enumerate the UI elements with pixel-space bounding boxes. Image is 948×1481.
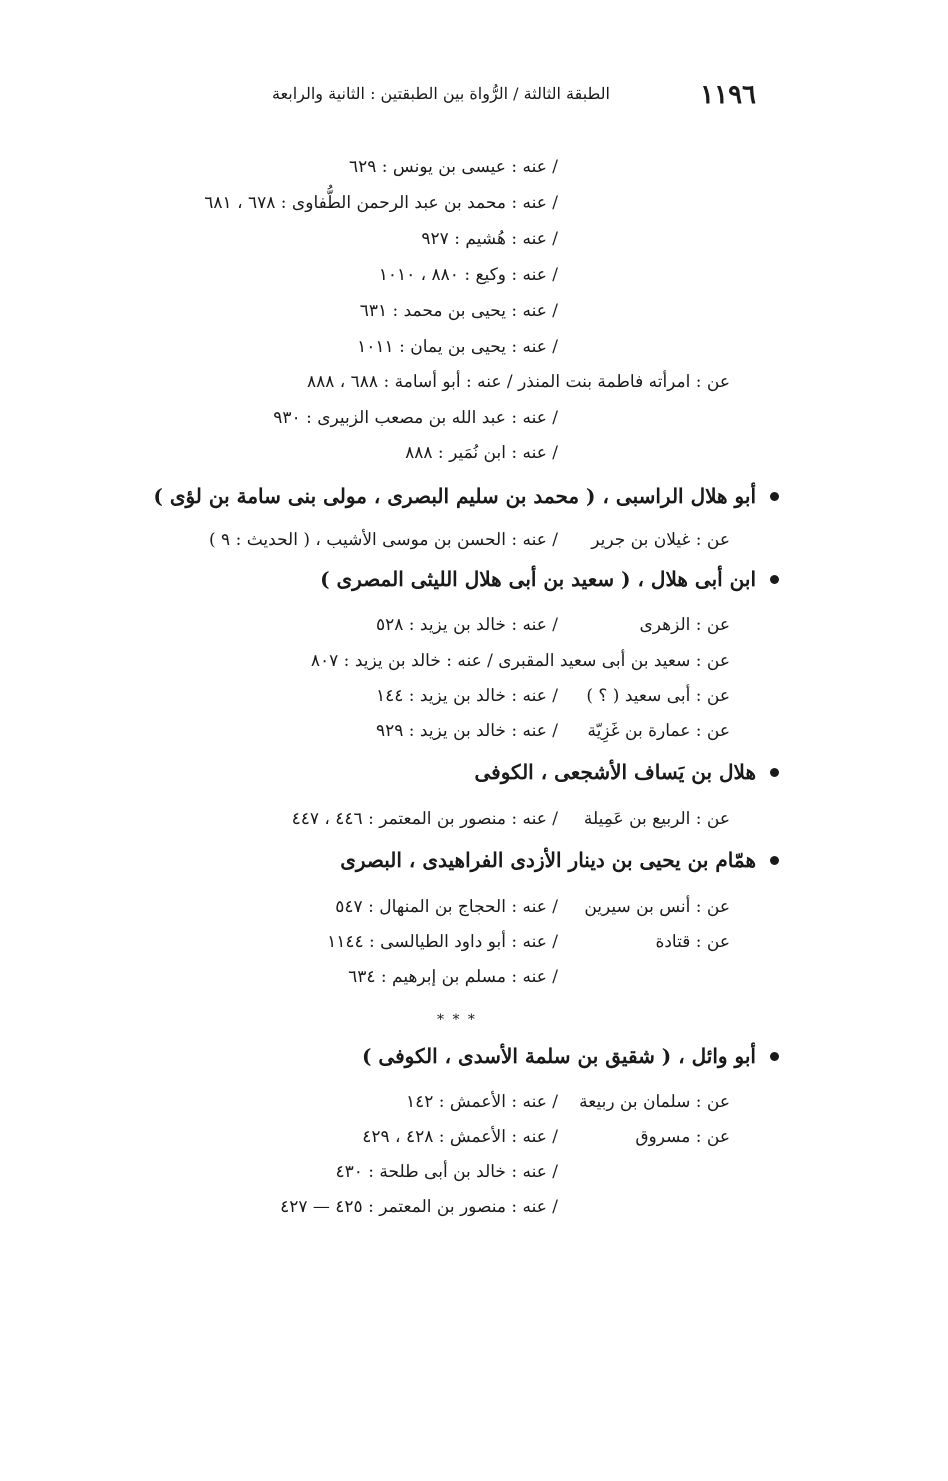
entry-line: / عنه : الأعمش : ٤٢٨ ، ٤٢٩ xyxy=(362,1127,558,1147)
entry-line: / عنه : منصور بن المعتمر : ٤٢٥ — ٤٢٧ xyxy=(280,1197,558,1217)
narrator-heading: هلال بن يَساف الأشجعى ، الكوفى xyxy=(474,760,756,784)
narrator-heading: ابن أبى هلال ، ( سعيد بن أبى هلال الليثى المصرى ) xyxy=(320,567,756,591)
narrator-heading: أبو هلال الراسبى ، ( محمد بن سليم البصرى ، مولى بنى سامة بن لؤى ) xyxy=(153,484,756,508)
bullet-icon xyxy=(770,1052,779,1061)
entry-line: / عنه : الأعمش : ١٤٢ xyxy=(405,1092,558,1112)
entry-line: عن : الربيع بن عَمِيلة xyxy=(583,809,730,829)
entry-line: / عنه : يحيى بن يمان : ١٠١١ xyxy=(357,337,558,357)
entry-line: / عنه : الحجاج بن المنهال : ٥٤٧ xyxy=(335,897,558,917)
entry-line: عن : قتادة xyxy=(655,932,730,952)
entry-line: / عنه : أبو داود الطيالسى : ١١٤٤ xyxy=(327,932,558,952)
entry-line: / عنه : خالد بن يزيد : ٩٢٩ xyxy=(375,721,558,741)
section-separator: * * * xyxy=(437,1012,477,1028)
entry-line: / عنه : محمد بن عبد الرحمن الطُّفاوى : ٦٧٨ ، ٦٨١ xyxy=(204,193,558,213)
bullet-icon xyxy=(770,492,779,501)
entry-line: / عنه : يحيى بن محمد : ٦٣١ xyxy=(359,301,558,321)
entry-line: عن : مسروق xyxy=(635,1127,730,1147)
entry-line: / عنه : وكيع : ٨٨٠ ، ١٠١٠ xyxy=(378,265,558,285)
entry-line: / عنه : خالد بن يزيد : ٥٢٨ xyxy=(375,615,558,635)
entry-line: عن : عمارة بن غَزِيّة xyxy=(587,721,730,741)
entry-line: عن : الزهرى xyxy=(639,615,730,635)
bullet-icon xyxy=(770,768,779,777)
entry-line: عن : غيلان بن جرير xyxy=(591,530,730,550)
page-number: ١١٩٦ xyxy=(700,80,756,110)
entry-line: / عنه : عبد الله بن مصعب الزبيرى : ٩٣٠ xyxy=(273,408,558,428)
entry-line: عن : أبى سعيد ( ؟ ) xyxy=(586,686,730,706)
bullet-icon xyxy=(770,575,779,584)
entry-line: عن : سلمان بن ربيعة xyxy=(579,1092,730,1112)
narrator-heading: همّام بن يحيى بن دينار الأزدى الفراهيدى ، البصرى xyxy=(340,848,756,872)
entry-line: / عنه : الحسن بن موسى الأشيب ، ( الحديث : ٩ ) xyxy=(209,530,558,550)
entry-line: عن : سعيد بن أبى سعيد المقبرى / عنه : خالد بن يزيد : ٨٠٧ xyxy=(310,651,730,671)
entry-line: / عنه : عيسى بن يونس : ٦٢٩ xyxy=(348,157,558,177)
entry-line: / عنه : مسلم بن إبرهيم : ٦٣٤ xyxy=(348,967,558,987)
bullet-icon xyxy=(770,856,779,865)
entry-line: عن : امرأته فاطمة بنت المنذر / عنه : أبو أسامة : ٦٨٨ ، ٨٨٨ xyxy=(306,372,730,392)
running-title: الطبقة الثالثة / الرُّواة بين الطبقتين : الثانية والرابعة xyxy=(271,84,610,103)
entry-line: / عنه : خالد بن يزيد : ١٤٤ xyxy=(375,686,558,706)
entry-line: عن : أنس بن سيرين xyxy=(584,897,730,917)
entry-line: / عنه : ابن نُمَير : ٨٨٨ xyxy=(405,443,558,463)
narrator-heading: أبو وائل ، ( شقيق بن سلمة الأسدى ، الكوفى ) xyxy=(361,1044,756,1068)
entry-line: / عنه : هُشيم : ٩٢٧ xyxy=(421,229,558,249)
entry-line: / عنه : خالد بن أبى طلحة : ٤٣٠ xyxy=(335,1162,558,1182)
entry-line: / عنه : منصور بن المعتمر : ٤٤٦ ، ٤٤٧ xyxy=(291,809,558,829)
